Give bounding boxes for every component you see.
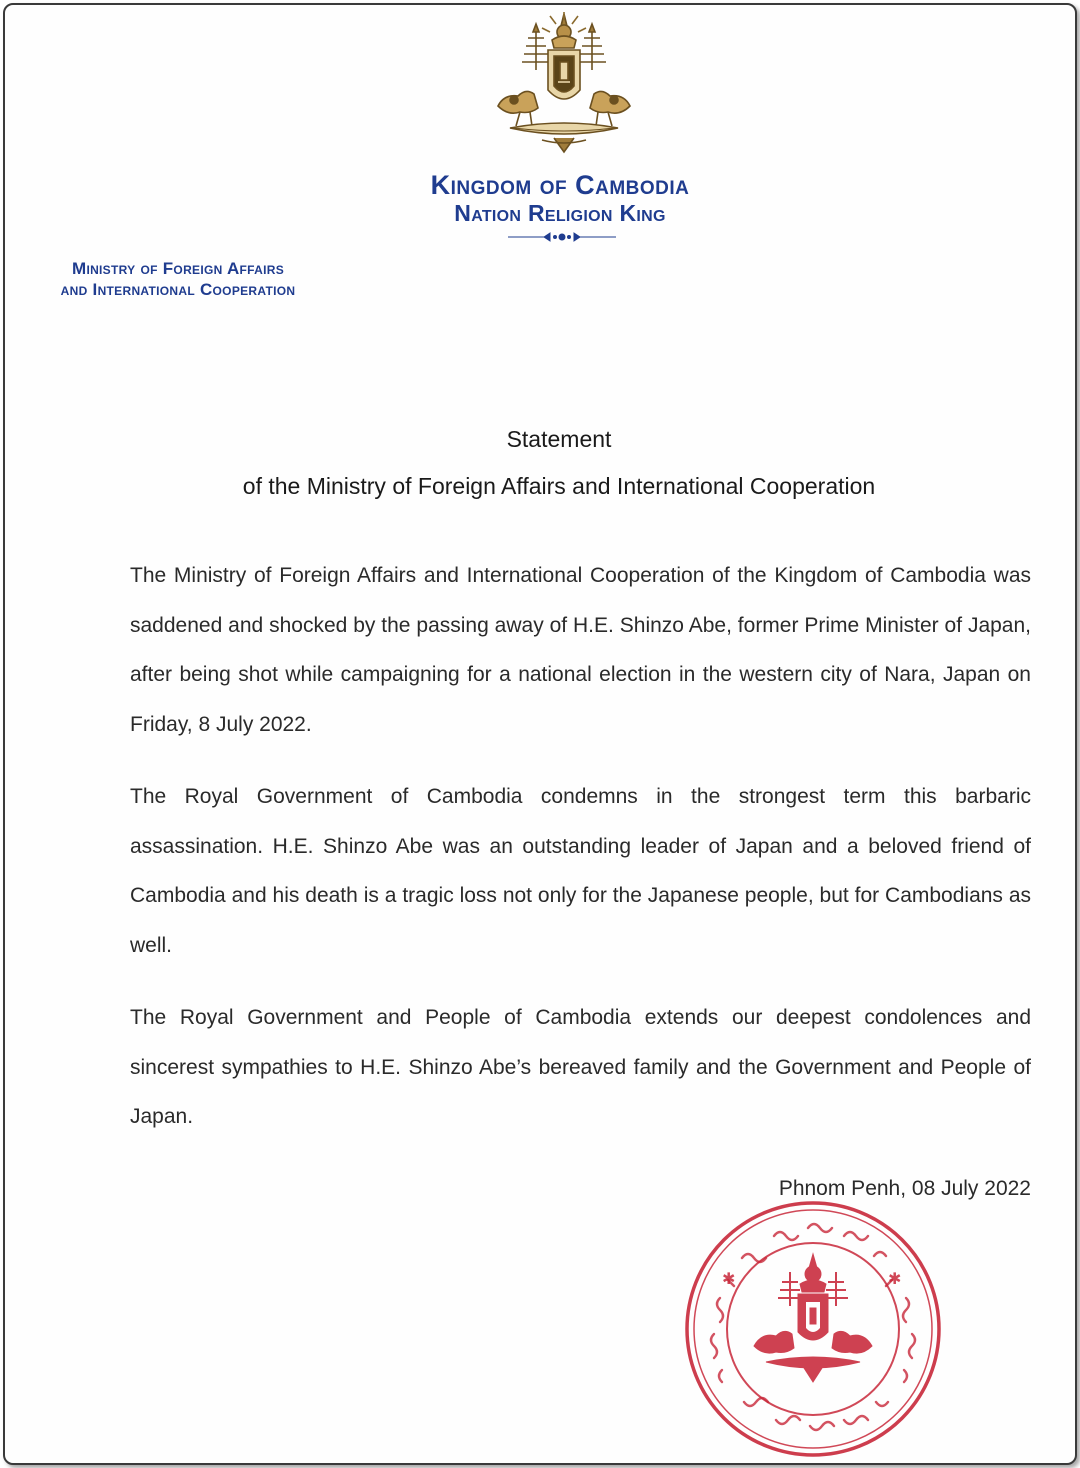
statement-paragraph-3: The Royal Government and People of Cambodia extends our deepest condolences and sincerest sympathies to H.E. Shinzo Abe’s bereaved family and the Government and People of Japan.: [130, 1006, 1031, 1128]
national-motto: Nation Religion King: [454, 200, 666, 226]
ornamental-divider-icon: [506, 231, 618, 243]
ministry-seal-icon: [682, 1198, 944, 1460]
place-and-date: Phnom Penh, 08 July 2022: [778, 1177, 1031, 1200]
statement-subtitle: of the Ministry of Foreign Affairs and International Cooperation: [242, 473, 876, 499]
kingdom-title: Kingdom of Cambodia: [430, 170, 690, 200]
ministry-line-2: and International Cooperation: [60, 280, 296, 299]
letterhead-heading: [360, 170, 760, 226]
svg-text:✱: ✱: [722, 1269, 736, 1288]
statement-paragraph-2: The Royal Government of Cambodia condemns in the strongest term this barbaric assassination. H.E. Shinzo Abe was an outstanding leader of Japan and a beloved friend of Cambodia and his death is a tragic loss not only for the Japanese people, but for Cambodians as well.: [130, 785, 1031, 957]
ministry-line-1: Ministry of Foreign Affairs: [71, 259, 285, 278]
statement-title: Statement: [506, 426, 612, 452]
royal-arms-emblem-icon: [490, 10, 638, 156]
statement-paragraph-1: The Ministry of Foreign Affairs and International Cooperation of the Kingdom of Cambodia was saddened and shocked by the passing away of H.E. Shinzo Abe, former Prime Minister of Japan, after being shot while campaigning for a national election in the western city of Nara, Japan on Friday, 8 July 2022.: [130, 564, 1031, 736]
svg-text:✱: ✱: [888, 1269, 902, 1288]
ministry-letterhead: [10, 258, 346, 300]
